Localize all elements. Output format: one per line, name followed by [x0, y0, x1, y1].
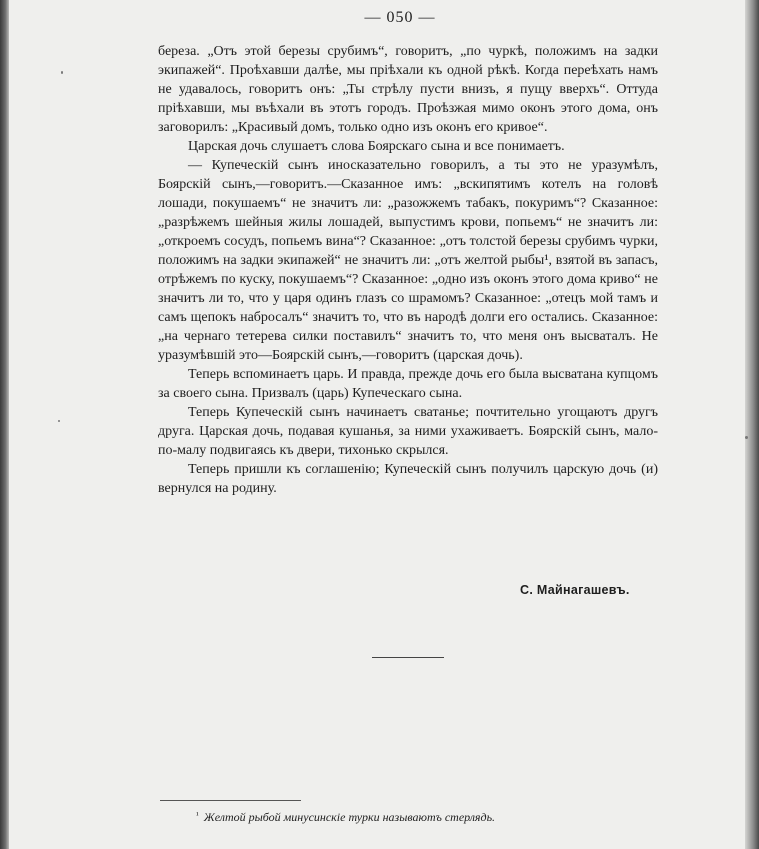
scan-speck — [58, 420, 60, 422]
scan-speck — [745, 436, 748, 439]
page-number: — 050 — — [364, 9, 436, 26]
scan-right-edge-shadow — [745, 0, 759, 849]
footnote-rule — [160, 800, 301, 801]
scan-left-edge-shadow — [0, 0, 9, 849]
footnote-mark: ¹ — [196, 810, 199, 820]
section-separator-rule — [372, 657, 444, 658]
paragraph-6: Теперь пришли къ соглашенію; Купеческій сынъ получилъ царскую дочь (и) вернулся на родину. — [158, 462, 658, 496]
paragraph-5: Теперь Купеческій сынъ начинаетъ сватанье; почтительно угощаютъ другъ друга. Царская дочь, подавая кушанья, за ними ухаживаетъ. Боярскій сынъ, мало-по-малу подвигаясь къ двери, тихонько скрылся. — [158, 405, 658, 458]
paragraph-4: Теперь вспоминаетъ царь. И правда, прежде дочь его была высватана купцомъ за своего сына. Призвалъ (царь) Купеческаго сына. — [158, 367, 658, 401]
footnote — [196, 810, 495, 825]
paragraph-1: береза. „Отъ этой березы срубимъ“, говоритъ, „по чуркѣ, положимъ на задки экипажей“. Проѣхавши далѣе, мы пріѣхали къ одной рѣкѣ. Когда переѣхать намъ не удавалось, говоритъ онъ: „Ты стрѣлу пусти внизъ, я пущу вверхъ“. Оттуда пріѣхавши, мы въѣхали въ этотъ городъ. Проѣзжая мимо оконъ этого дома, онъ заговорилъ: „Красивый домъ, только одно изъ оконъ его кривое“. — [158, 44, 658, 135]
scan-speck — [61, 71, 63, 74]
paragraph-3: — Купеческій сынъ иносказательно говорилъ, а ты это не уразумѣлъ, Боярскій сынъ,—говоритъ.—Сказанное имъ: „вскипятимъ котелъ на головѣ лошади, покушаемъ“ не значитъ ли: „разожжемъ табакъ, покуримъ“? Сказанное: „разрѣжемъ шейныя жилы лошадей, выпустимъ крови, попьемъ“ не значитъ ли: „откроемъ сосудъ, попьемъ вина“? Сказанное: „отъ толстой березы срубимъ чурки, положимъ на задки экипажей“ не значитъ ли: „отъ желтой рыбы¹, взятой въ запасъ, отрѣжемъ по куску, покушаемъ“? Сказанное: „одно изъ оконъ этого дома криво“ не значитъ ли то, что у царя одинъ глазъ со шрамомъ? Сказанное: „отецъ мой тамъ и самъ щепокъ набросалъ“ значитъ то, что въ народѣ долги его остались. Сказанное: „на чернаго тетерева силки поставилъ“ значитъ то, что меня онъ высваталъ. Не уразумѣвшій это—Боярскій сынъ,—говоритъ (царская дочь). — [158, 158, 658, 363]
body-text — [158, 42, 658, 498]
footnote-text: Желтой рыбой минусинскіе турки называютъ стерлядь. — [203, 810, 496, 824]
author-signature: С. Майнагашевъ. — [520, 583, 630, 597]
paragraph-2: Царская дочь слушаетъ слова Боярскаго сына и все понимаетъ. — [188, 139, 565, 154]
